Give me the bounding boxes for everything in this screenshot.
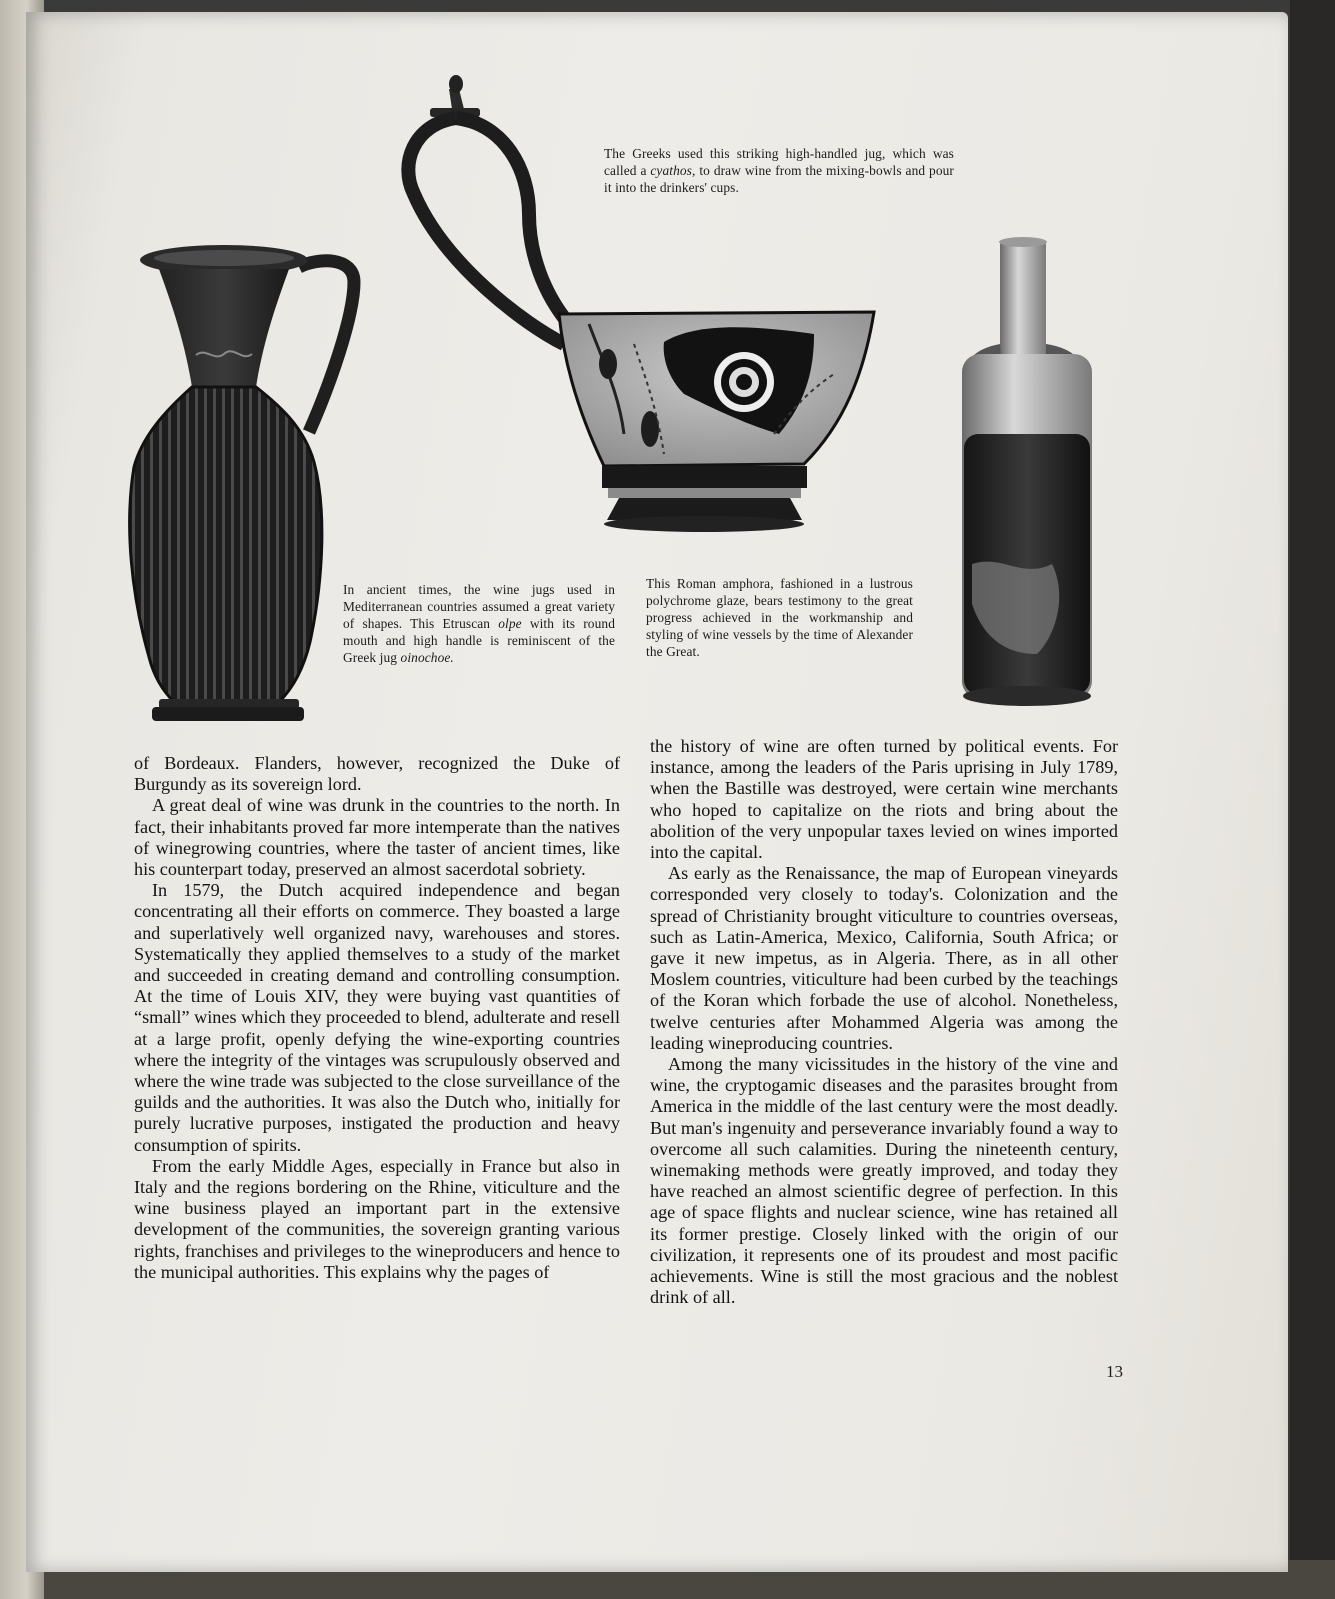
paragraph: the history of wine are often turned by political events. For instance, among the leaders of the Paris uprising in July 1789, when the Bastille was destroyed, were certain wine merchants who hoped to capitalize on the riots and bring about the abolition of the very unpopular taxes levied on wines imported into the capital. <box>650 736 1118 863</box>
left-text-column <box>134 753 620 1283</box>
page-number: 13 <box>1106 1362 1123 1381</box>
olpe-jug-image <box>114 237 369 727</box>
roman-amphora-image <box>942 234 1112 714</box>
background-right <box>1290 0 1335 1599</box>
cyathos-jug-image <box>394 74 884 534</box>
cyathos-term: cyathos <box>650 163 692 178</box>
right-text-column <box>650 736 1118 1308</box>
olpe-caption: In ancient times, the wine jugs used in Mediterranean countries assumed a great variety of shapes. This Etruscan olpe with its round mouth and high handle is reminiscent of the Greek jug oinochoe. <box>343 582 615 665</box>
paragraph: of Bordeaux. Flanders, however, recognized the Duke of Burgundy as its sovereign lord. <box>134 753 620 795</box>
paragraph: In 1579, the Dutch acquired independence and began concentrating all their efforts on commerce. They boasted a large and superlatively well organized navy, warehouses and stores. Systematically they applied themselves to a study of the market and succeeded in creating demand and controlling consumption. At the time of Louis XIV, they were buying vast quantities of “small” wines which they proceeded to blend, adulterate and resell at a large profit, openly defying the wine-exporting countries where the integrity of the vintages was scrupulously observed and where the wine trade was subjected to the close surveillance of the guilds and the authorities. It was also the Dutch who, initially for purely lucrative purposes, instigated the production and heavy consumption of spirits. <box>134 880 620 1155</box>
oinochoe-term: oinochoe. <box>400 650 454 665</box>
amphora-caption: This Roman amphora, fashioned in a lustrous polychrome glaze, bears testimony to the great progress achieved in the workmanship and styling of wine vessels by the time of Alexander the Great. <box>646 576 913 659</box>
paragraph: From the early Middle Ages, especially in France but also in Italy and the regions bordering on the Rhine, viticulture and the wine business played an important part in the extensive development of the communities, the sovereign granting various rights, franchises and privileges to the wineproducers and hence to the municipal authorities. This explains why the pages of <box>134 1155 620 1282</box>
paragraph: As early as the Renaissance, the map of European vineyards corresponded very closely to today's. Colonization and the spread of Christianity brought viticulture to countries overseas, such as Latin-America, Mexico, California, South Africa; or gave it new impetus, as in Algeria. There, as in all other Moslem countries, viticulture had been curbed by the teachings of the Koran which forbade the use of alcohol. Nonetheless, twelve centuries after Mohammed Algeria was among the leading wineproducing countries. <box>650 863 1118 1053</box>
paragraph: A great deal of wine was drunk in the countries to the north. In fact, their inhabitants proved far more intemperate than the natives of winegrowing countries, where the taster of ancient times, like his counterpart today, preserved an almost sacerdotal sobriety. <box>134 795 620 880</box>
cyathos-caption: The Greeks used this striking high-handled jug, which was called a cyathos, to draw wine from the mixing-bowls and pour it into the drinkers' cups. <box>604 146 954 195</box>
paragraph: Among the many vicissitudes in the history of the vine and wine, the cryptogamic diseases and the parasites brought from America in the middle of the last century were the most deadly. But man's ingenuity and perseverance invariably found a way to overcome all such calamities. During the nineteenth century, winemaking methods were greatly improved, and today they have reached an almost scientific degree of perfection. In this age of space flights and nuclear science, wine has retained all its former prestige. Closely linked with the origin of our civilization, it represents one of its proudest and most pacific achievements. Wine is still the most gracious and the noblest drink of all. <box>650 1054 1118 1308</box>
olpe-term: olpe <box>498 616 522 631</box>
book-page <box>26 12 1288 1572</box>
